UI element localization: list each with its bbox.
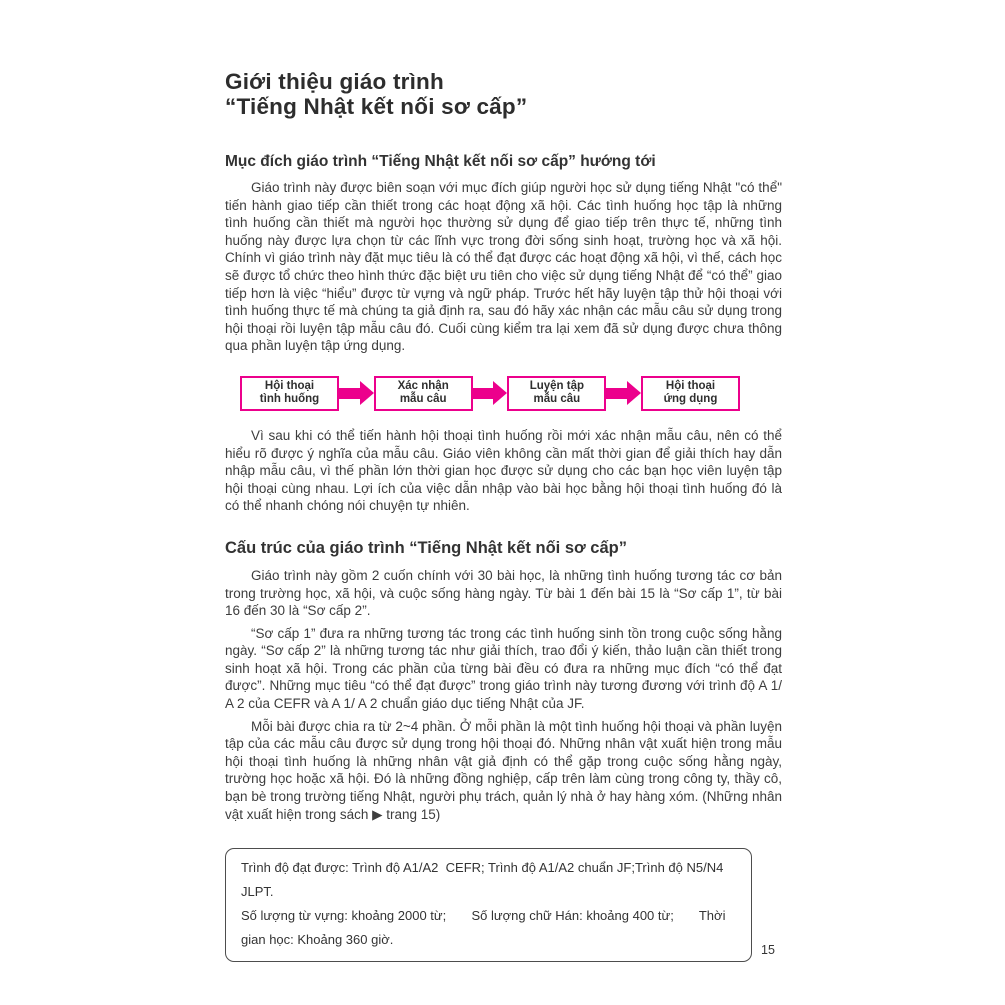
purpose-intro-paragraph: Giáo trình này được biên soạn với mục đích giúp người học sử dụng tiếng Nhật "có thể" tiến hành giao tiếp cần thiết trong các hoạt động xã hội. Các tình huống học tập là những tình huống cần thiết mà người học thường sử dụng để giao tiếp trên thực tế, những tình huống này được lựa chọn từ các lĩnh vực trong đời sống sinh hoạt, trường học và xã hội. Chính vì giáo trình này đặt mục tiêu là có thể đạt được các hoạt động xã hội, vì thế, cách học sẽ được tổ chức theo hình thức đặc biệt ưu tiên cho việc sử dụng tiếng Nhật để “có thể” giao tiếp hơn là việc “hiểu” được từ vựng và ngữ pháp. Trước hết hãy luyện tập thử hội thoại với tình huống thực tế mà chúng ta giả định ra, sau đó hãy xác nhận các mẫu câu sử dụng trong hội thoại rồi luyện tập mẫu câu đó. Cuối cùng kiểm tra lại xem đã sử dụng được chưa thông qua phần luyện tập ứng dụng. [225, 180, 782, 354]
flow-step-label-line1: Hội thoại [264, 379, 315, 392]
structure-paragraph-3: Mỗi bài được chia ra từ 2~4 phần. Ở mỗi phần là một tình huống hội thoại và phần luyện tập của các mẫu câu được sử dụng trong hội thoại đó. Những nhân vật xuất hiện trong mẫu hội thoại tình huống là những nhân vật giả định có thể gặp trong cuộc sống hằng ngày, trường học hoặc xã hội. Đó là những đồng nghiệp, cấp trên làm cùng trong công ty, thầy cô, bạn bè trong trường tiếng Nhật, người phụ trách, quản lý nhà ở hay hàng xóm. (Những nhân vật xuất hiện trong sách ▶ trang 15) [225, 718, 782, 822]
right-arrow-icon [339, 376, 374, 411]
structure-paragraph-2: “Sơ cấp 1” đưa ra những tương tác trong các tình huống sinh tồn trong cuộc sống hằng ngày. “Sơ cấp 2” là những tương tác như giải thích, trao đổi ý kiến, thảo luận cần thiết trong sinh hoạt xã hội. Trong các phần của từng bài đều có đưa ra những mục đích “có thể đạt được”. Những mục tiêu “có thể đạt được” trong giáo trình này tương đương với trình độ A 1/ A 2 của CEFR và A 1/ A 2 chuẩn giáo dục tiếng Nhật của JF. [225, 625, 782, 712]
arrow-shaft [606, 388, 627, 399]
section-purpose-heading: Mục đích giáo trình “Tiếng Nhật kết nối sơ cấp” hướng tới [225, 153, 656, 170]
flow-step-label-line1: Hội thoại [665, 379, 716, 392]
right-arrow-icon [606, 376, 641, 411]
right-arrow-icon [473, 376, 508, 411]
flow-step-label-line1: Luyện tập [529, 379, 584, 392]
flow-step-situational-dialogue [240, 376, 339, 411]
arrow-shaft [473, 388, 494, 399]
page-title-line1: Giới thiệu giáo trình [225, 69, 444, 94]
flow-step-applied-dialogue [641, 376, 740, 411]
arrow-head [493, 381, 507, 405]
flow-step-label-line2: mẫu câu [533, 393, 581, 406]
flow-step-label-line1: Xác nhận [397, 379, 449, 392]
page-number: 15 [761, 943, 775, 957]
flow-step-label-line2: ứng dụng [663, 393, 718, 406]
structure-paragraph-1: Giáo trình này gồm 2 cuốn chính với 30 bài học, là những tình huống tương tác cơ bản trong trường học, xã hội, và cuộc sống hàng ngày. Từ bài 1 đến bài 15 là “Sơ cấp 1”, từ bài 16 đến 30 là “Sơ cấp 2”. [225, 567, 782, 619]
arrow-shaft [339, 388, 360, 399]
flow-step-practice-patterns [507, 376, 606, 411]
level-summary-line2: Số lượng từ vựng: khoảng 2000 từ; Số lượng chữ Hán: khoảng 400 từ; Thời gian học: Khoảng 360 giờ. [241, 908, 730, 948]
level-summary-box [225, 848, 752, 962]
arrow-head [627, 381, 641, 405]
flow-step-label-line2: tình huống [259, 393, 320, 406]
page-title [225, 70, 782, 119]
flow-step-label-line2: mẫu câu [399, 393, 447, 406]
level-summary-line1: Trình độ đạt được: Trình độ A1/A2 CEFR; Trình độ A1/A2 chuẩn JF;Trình độ N5/N4 JLPT. [241, 860, 727, 900]
flow-step-confirm-patterns [374, 376, 473, 411]
page-title-line2: “Tiếng Nhật kết nối sơ cấp” [225, 93, 528, 119]
purpose-followup-paragraph: Vì sau khi có thể tiến hành hội thoại tình huống rồi mới xác nhận mẫu câu, nên có thể hiểu rõ được ý nghĩa của mẫu câu. Giáo viên không cần mất thời gian để giải thích hay dẫn nhập mẫu câu, vì thế phần lớn thời gian học được sử dụng cho các bạn học viên luyện tập hội thoại cùng nhau. Lợi ích của việc dẫn nhập vào bài học bằng hội thoại tình huống đó là có thể nhanh chóng nói chuyện tự nhiên. [225, 427, 782, 514]
learning-flow-diagram [240, 376, 740, 411]
section-structure-heading: Cấu trúc của giáo trình “Tiếng Nhật kết nối sơ cấp” [225, 538, 627, 557]
arrow-head [360, 381, 374, 405]
content-column [225, 0, 782, 962]
